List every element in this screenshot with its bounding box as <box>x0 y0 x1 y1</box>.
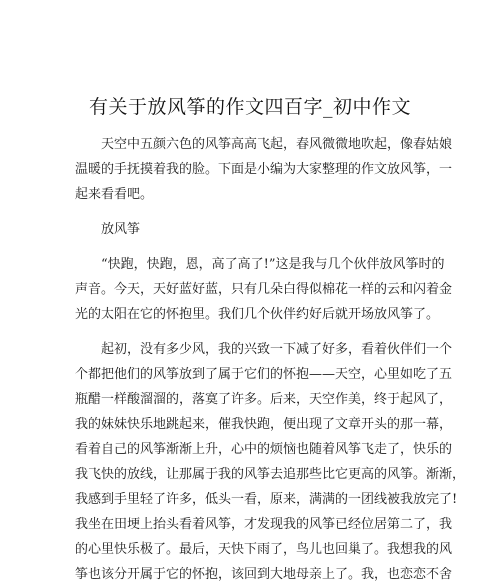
paragraph-opening <box>75 252 453 327</box>
paragraph-intro <box>75 132 453 207</box>
section-heading: 放风筝 <box>101 222 141 237</box>
text-line: 我感到手里轻了许多，低头一看，原来，满满的一团线被我放完了! <box>75 492 458 507</box>
text-line: 光的太阳在它的怀抱里。我们几个伙伴约好后就开场放风筝了。 <box>75 307 440 322</box>
text-line: 起来看看吧。 <box>75 187 154 202</box>
text-line: 瓶醋一样酸溜溜的，落寞了许多。后来，天空作美，终于起风了， <box>75 392 453 407</box>
paragraph-subtitle <box>75 217 425 242</box>
text-line: 筝也该分开属于它的怀抱，该回到大地母亲上了。我，也恋恋不舍 <box>75 567 453 582</box>
text-line: 我的妹妹快乐地跳起来，催我快跑，便出现了文章开头的那一幕， <box>75 417 453 432</box>
paragraph-body <box>75 337 466 587</box>
text-line: 声音。今天，天好蓝好蓝，只有几朵白得似棉花一样的云和闪着金 <box>75 282 453 297</box>
article-body <box>75 132 466 587</box>
text-line: 我飞快的放线，让那属于我的风筝去追那些比它更高的风筝。渐渐， <box>75 467 466 482</box>
text-line: 我坐在田埂上抬头看着风筝，才发现我的风筝已经位居第二了，我 <box>75 517 453 532</box>
text-line: 个都把他们的风筝放到了属于它们的怀抱——天空，心里如吃了五 <box>75 367 453 382</box>
text-line: 看着自己的风筝渐渐上升，心中的烦恼也随着风筝飞走了，快乐的 <box>75 442 453 457</box>
text-line: 温暖的手抚摸着我的脸。下面是小编为大家整理的作文放风筝，一 <box>75 162 453 177</box>
text-line: 起初，没有多少风，我的兴致一下减了好多，看着伙伴们一个 <box>101 342 453 357</box>
text-line: “快跑，快跑，恩，高了高了!”这是我与几个伙伴放风筝时的 <box>101 257 445 272</box>
text-line: 的心里快乐极了。最后，天快下雨了，鸟儿也回巢了。我想我的风 <box>75 542 453 557</box>
article-title: 有关于放风筝的作文四百字_初中作文 <box>88 96 411 118</box>
text-line: 天空中五颜六色的风筝高高飞起，春风微微地吹起，像春姑娘 <box>101 137 453 152</box>
